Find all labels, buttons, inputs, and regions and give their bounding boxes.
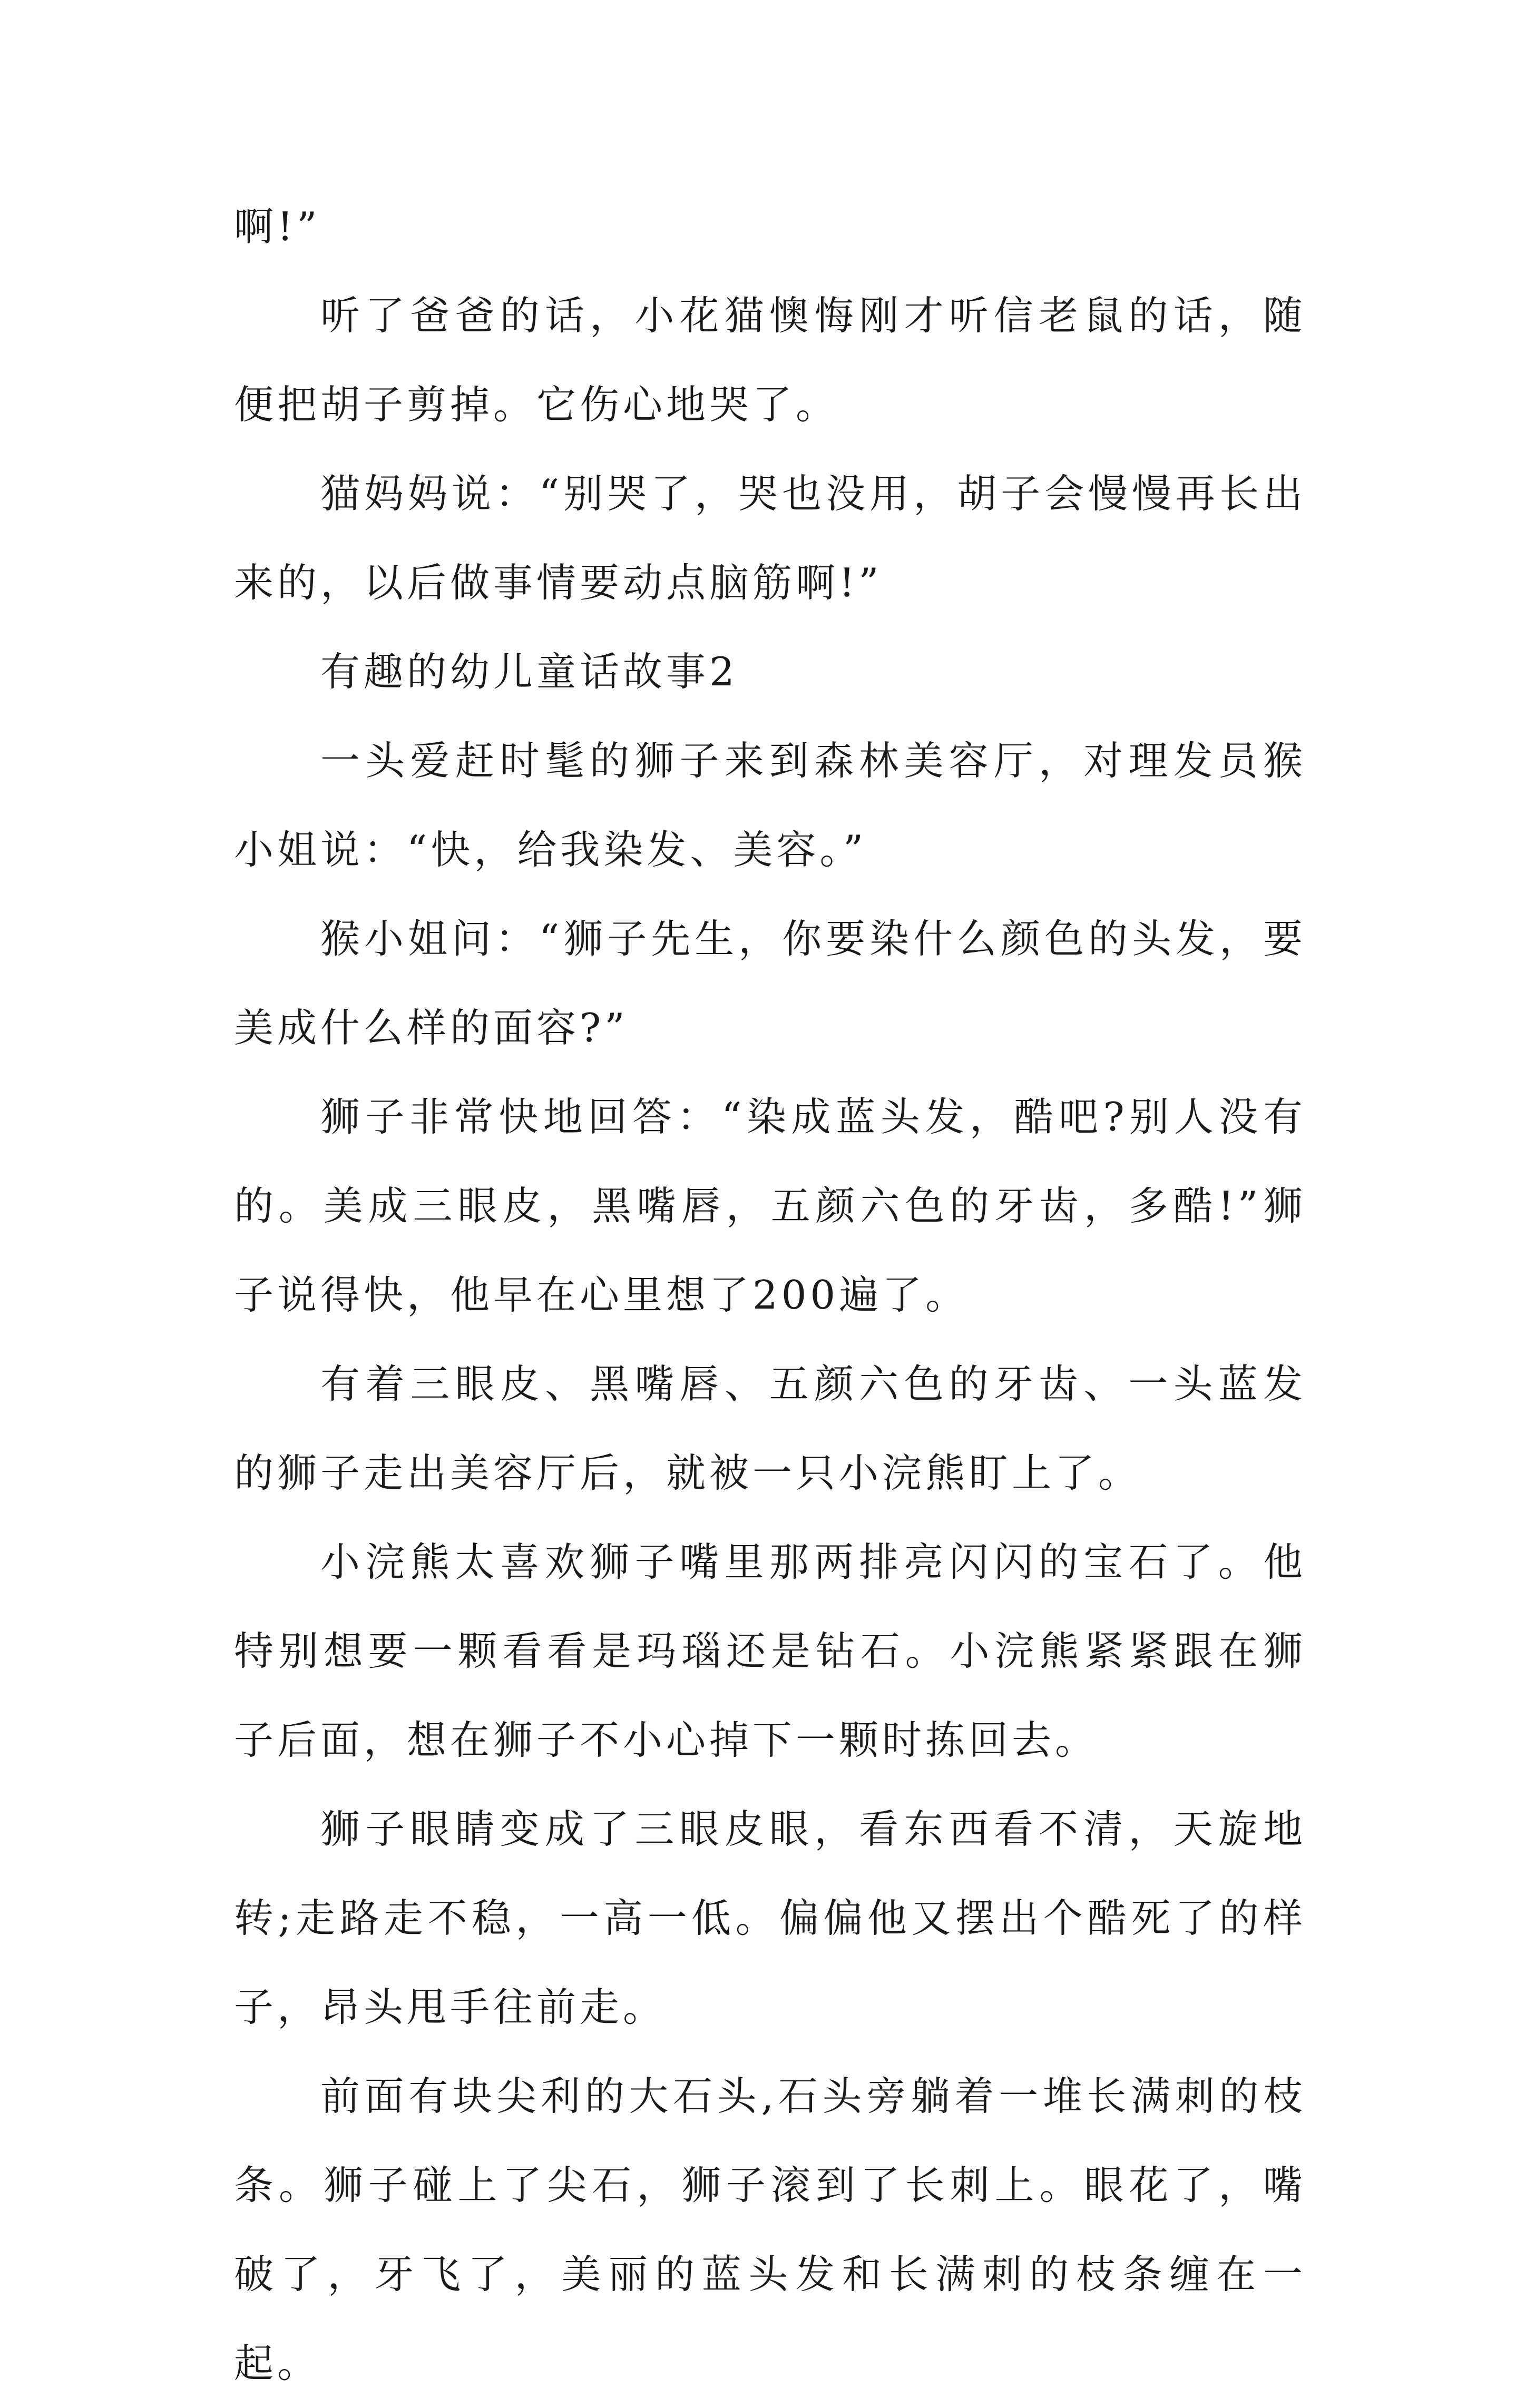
paragraph-continuation: 啊!” xyxy=(234,203,321,250)
document-body xyxy=(234,182,1306,2408)
paragraph: 狮子非常快地回答：“染成蓝头发，酷吧?别人没有的。美成三眼皮，黑嘴唇，五颜六色的牙齿，多酷!”狮子说得快，他早在心里想了200遍了。 xyxy=(234,1094,1306,1318)
paragraph: 一头爱赶时髦的狮子来到森林美容厅，对理发员猴小姐说：“快，给我染发、美容。” xyxy=(234,738,1306,873)
story-title: 有趣的幼儿童话故事2 xyxy=(320,648,738,695)
paragraph: 前面有块尖利的大石头,石头旁躺着一堆长满刺的枝条。狮子碰上了尖石，狮子滚到了长刺上。眼花了，嘴破了，牙飞了，美丽的蓝头发和长满刺的枝条缠在一起。 xyxy=(234,2073,1306,2386)
paragraph: 有着三眼皮、黑嘴唇、五颜六色的牙齿、一头蓝发的狮子走出美容厅后，就被一只小浣熊盯上了。 xyxy=(234,1361,1306,1496)
paragraph: 猫妈妈说：“别哭了，哭也没用，胡子会慢慢再长出来的，以后做事情要动点脑筋啊!” xyxy=(234,470,1306,606)
paragraph: 小浣熊太喜欢狮子嘴里那两排亮闪闪的宝石了。他特别想要一颗看看是玛瑙还是钻石。小浣熊紧紧跟在狮子后面，想在狮子不小心掉下一颗时拣回去。 xyxy=(234,1539,1306,1763)
paragraph: 猴小姐问：“狮子先生，你要染什么颜色的头发，要美成什么样的面容?” xyxy=(234,916,1306,1051)
paragraph: 狮子眼睛变成了三眼皮眼，看东西看不清，天旋地转;走路走不稳，一高一低。偏偏他又摆出个酷死了的样子，昂头甩手往前走。 xyxy=(234,1806,1306,2030)
paragraph: 听了爸爸的话，小花猫懊悔刚才听信老鼠的话，随便把胡子剪掉。它伤心地哭了。 xyxy=(234,292,1306,428)
